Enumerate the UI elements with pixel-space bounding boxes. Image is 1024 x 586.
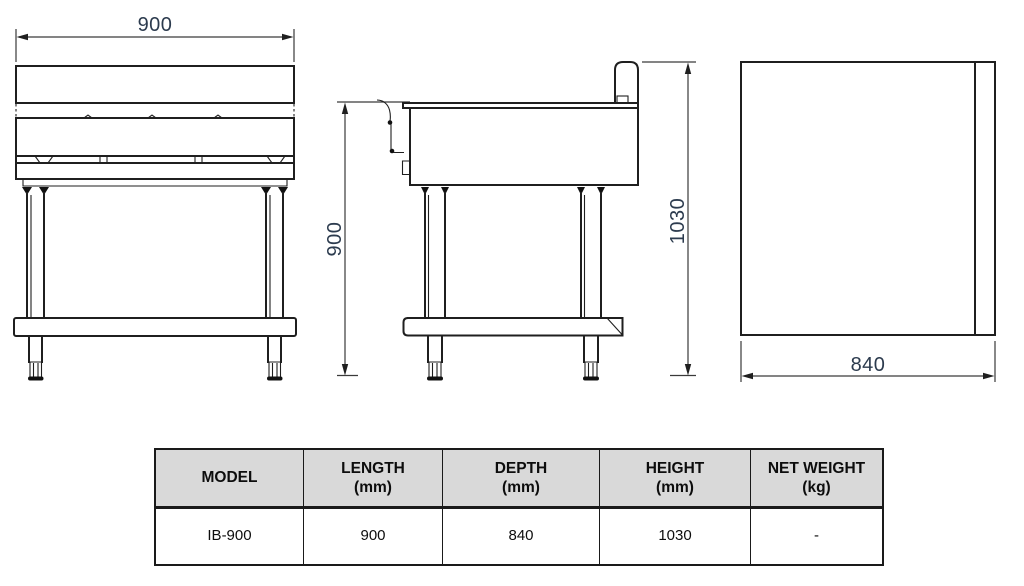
front-width-dimension-label: 900 bbox=[137, 14, 173, 36]
side-worktop-height-label: 900 bbox=[324, 221, 346, 257]
header-label: DEPTH bbox=[494, 459, 548, 477]
side-chute-curve bbox=[377, 100, 390, 121]
front-leg-edges bbox=[31, 195, 270, 318]
weld-dot-icon bbox=[390, 149, 395, 154]
side-splashback bbox=[615, 62, 638, 185]
front-foot-left bbox=[29, 362, 44, 377]
spec-table-header-model bbox=[156, 450, 304, 509]
side-worktop bbox=[403, 103, 638, 108]
front-legs bbox=[27, 193, 283, 318]
front-view bbox=[14, 14, 296, 379]
spec-table bbox=[154, 448, 884, 566]
arrow-down-icon bbox=[342, 364, 348, 376]
front-inset-band bbox=[23, 179, 287, 186]
side-leg-edges bbox=[429, 195, 585, 318]
header-unit: (mm) bbox=[656, 479, 694, 496]
arrow-up-icon bbox=[685, 63, 691, 75]
header-label: LENGTH bbox=[341, 459, 405, 477]
header-label: MODEL bbox=[201, 469, 258, 487]
arrow-right-icon bbox=[983, 373, 995, 379]
side-body bbox=[410, 108, 637, 185]
arrow-left-icon bbox=[742, 373, 754, 379]
arrow-down-icon bbox=[685, 364, 691, 376]
top-view-outline bbox=[741, 62, 995, 335]
spec-table-header-depth bbox=[443, 450, 600, 509]
front-leg-stems bbox=[29, 336, 281, 362]
front-body-sides bbox=[16, 118, 294, 179]
side-overall-height-label: 1030 bbox=[667, 197, 689, 245]
side-foot-front bbox=[428, 362, 443, 377]
spec-table-cell-height: 1030 bbox=[600, 509, 751, 564]
front-lower-shelf bbox=[14, 318, 296, 336]
arrow-left-icon bbox=[17, 34, 29, 40]
side-front-hook bbox=[403, 161, 411, 175]
front-rail bbox=[16, 163, 294, 179]
header-label: HEIGHT bbox=[645, 459, 705, 477]
side-foot-rear bbox=[584, 362, 599, 377]
spec-table-cell-net-weight: - bbox=[751, 509, 882, 564]
top-view bbox=[741, 62, 995, 382]
front-corner-brackets bbox=[35, 156, 285, 163]
side-lower-shelf bbox=[404, 318, 623, 336]
spec-table-cell-model: IB-900 bbox=[156, 509, 304, 564]
spec-table-header-net-weight bbox=[751, 450, 882, 509]
front-foot-right bbox=[268, 362, 283, 377]
top-depth-dimension-label: 840 bbox=[850, 354, 886, 376]
side-view bbox=[324, 62, 696, 379]
header-label: NET WEIGHT bbox=[767, 459, 866, 477]
side-shelf-fold-line bbox=[607, 318, 622, 335]
header-unit: (kg) bbox=[802, 479, 831, 496]
spec-table-cell-length: 900 bbox=[304, 509, 443, 564]
arrow-up-icon bbox=[342, 103, 348, 115]
spec-table-header-height bbox=[600, 450, 751, 509]
side-chute-drop bbox=[391, 124, 404, 153]
spec-table-header-length bbox=[304, 450, 443, 509]
side-legs bbox=[425, 193, 601, 318]
weld-dot-icon bbox=[388, 120, 393, 125]
arrow-right-icon bbox=[282, 34, 294, 40]
side-splashback-bracket bbox=[617, 96, 628, 103]
header-unit: (mm) bbox=[354, 479, 392, 496]
spec-table-cell-depth: 840 bbox=[443, 509, 600, 564]
front-hidden-edges bbox=[16, 104, 294, 118]
side-leg-stems bbox=[428, 336, 598, 362]
front-splashback bbox=[16, 66, 294, 103]
header-unit: (mm) bbox=[502, 479, 540, 496]
